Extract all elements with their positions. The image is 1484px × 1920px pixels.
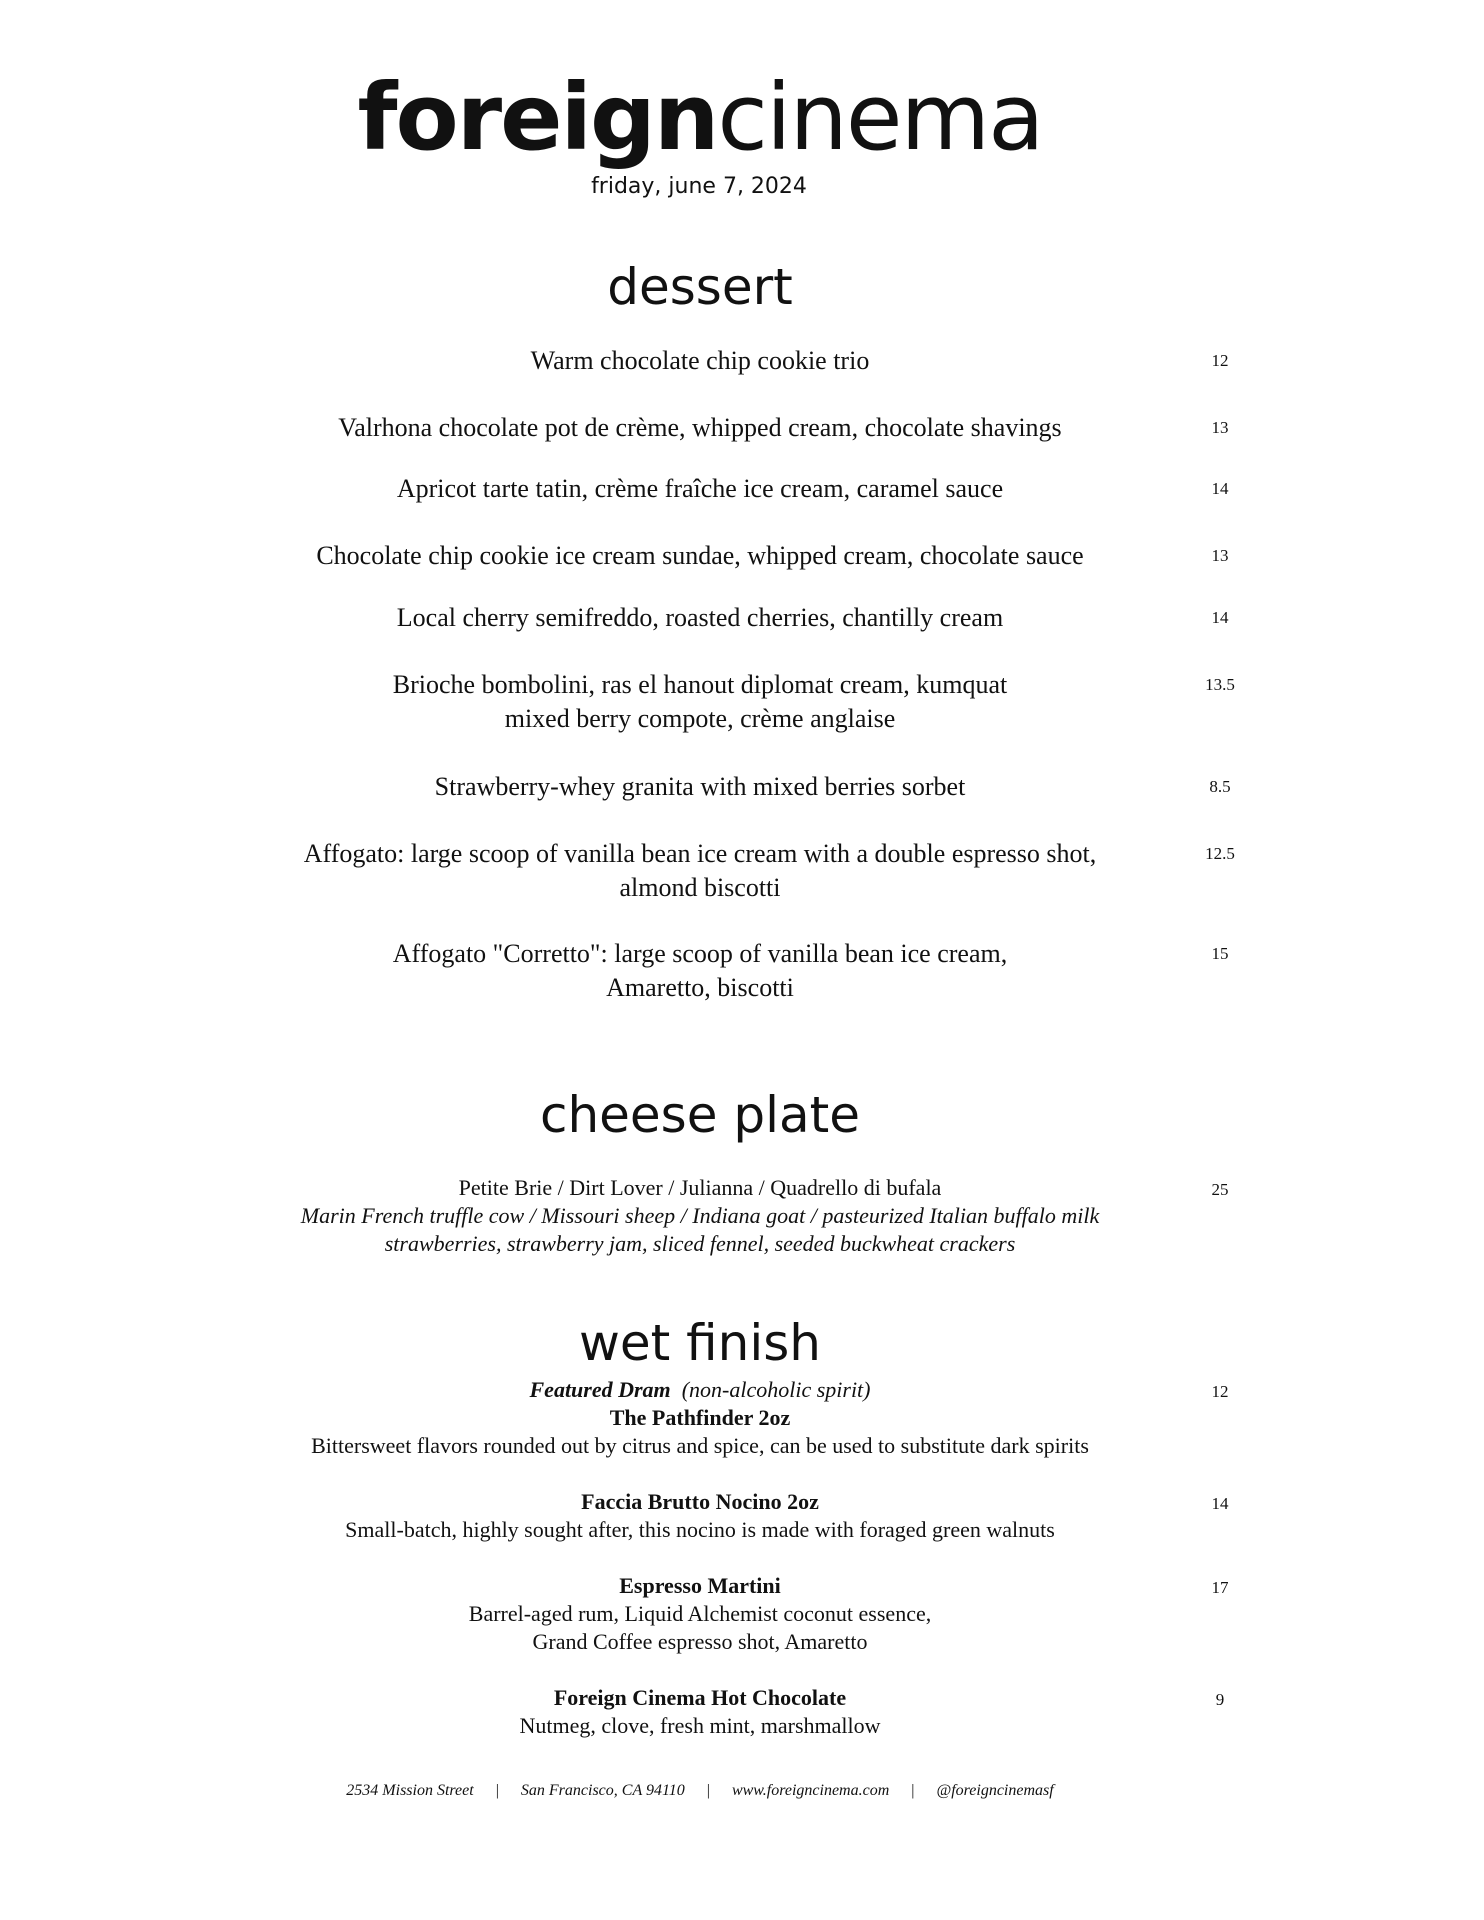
item-line: mixed berry compote, crème anglaise bbox=[504, 704, 896, 733]
drink-description: Bittersweet flavors rounded out by citrus and spice, can be used to substitute dark spirits bbox=[311, 1433, 1089, 1458]
item-line: Amaretto, biscotti bbox=[606, 973, 794, 1002]
dessert-item bbox=[220, 601, 1180, 635]
menu-date: friday, june 7, 2024 bbox=[591, 174, 807, 199]
logo-light-text: cinema bbox=[717, 64, 1043, 171]
item-price: 13.5 bbox=[1205, 675, 1235, 694]
section-title-wet-finish: wet finish bbox=[579, 1314, 821, 1372]
item-price: 25 bbox=[1211, 1180, 1229, 1199]
drink-description: Nutmeg, clove, fresh mint, marshmallow bbox=[519, 1713, 881, 1738]
item-line: Local cherry semifreddo, roasted cherries, chantilly cream bbox=[396, 603, 1004, 632]
footer-website-link[interactable]: www.foreigncinema.com bbox=[731, 1782, 890, 1799]
featured-note: (non-alcoholic spirit) bbox=[681, 1377, 871, 1402]
section-title-dessert: dessert bbox=[607, 258, 793, 316]
item-price: 14 bbox=[1211, 479, 1229, 498]
drink-item bbox=[220, 1684, 1180, 1740]
drink-item bbox=[220, 1376, 1180, 1460]
item-price: 9 bbox=[1215, 1690, 1225, 1709]
dessert-item bbox=[220, 539, 1180, 573]
cheese-plate-description bbox=[220, 1174, 1180, 1258]
drink-name: Foreign Cinema Hot Chocolate bbox=[553, 1685, 847, 1710]
drink-name: Espresso Martini bbox=[619, 1573, 781, 1598]
item-price: 14 bbox=[1211, 1494, 1229, 1513]
footer bbox=[0, 1782, 1400, 1800]
item-line: Affogato "Corretto": large scoop of vanilla bean ice cream, bbox=[392, 939, 1008, 968]
item-line: Chocolate chip cookie ice cream sundae, whipped cream, chocolate sauce bbox=[316, 541, 1084, 570]
item-line: Strawberry-whey granita with mixed berries sorbet bbox=[434, 772, 966, 801]
cheese-list: Petite Brie / Dirt Lover / Julianna / Quadrello di bufala bbox=[458, 1175, 942, 1200]
item-line: Apricot tarte tatin, crème fraîche ice cream, caramel sauce bbox=[396, 474, 1004, 503]
item-price: 13 bbox=[1211, 546, 1229, 565]
item-price: 15 bbox=[1211, 944, 1229, 963]
drink-name: The Pathfinder 2oz bbox=[609, 1405, 791, 1430]
footer-separator: | bbox=[706, 1782, 710, 1799]
drink-item bbox=[220, 1572, 1180, 1656]
featured-dram-heading bbox=[220, 1376, 1180, 1404]
item-line: Affogato: large scoop of vanilla bean ice cream with a double espresso shot, bbox=[303, 839, 1097, 868]
item-line: Warm chocolate chip cookie trio bbox=[530, 346, 870, 375]
footer-social-handle[interactable]: @foreigncinemasf bbox=[936, 1782, 1054, 1799]
drink-item bbox=[220, 1488, 1180, 1544]
dessert-item bbox=[220, 837, 1180, 905]
footer-separator: | bbox=[911, 1782, 915, 1799]
item-price: 14 bbox=[1211, 608, 1229, 627]
item-price: 12 bbox=[1211, 1382, 1229, 1401]
dessert-item bbox=[220, 344, 1180, 378]
item-price: 13 bbox=[1211, 418, 1229, 437]
item-line: Valrhona chocolate pot de crème, whipped cream, chocolate shavings bbox=[338, 413, 1062, 442]
item-price: 12 bbox=[1211, 351, 1229, 370]
drink-description: Barrel-aged rum, Liquid Alchemist coconut essence, bbox=[468, 1601, 932, 1626]
drink-description: Small-batch, highly sought after, this nocino is made with foraged green walnuts bbox=[345, 1517, 1055, 1542]
item-line: Brioche bombolini, ras el hanout diplomat cream, kumquat bbox=[392, 670, 1008, 699]
section-title-cheese-plate: cheese plate bbox=[539, 1086, 861, 1144]
item-price: 12.5 bbox=[1205, 844, 1235, 863]
footer-city: San Francisco, CA 94110 bbox=[520, 1782, 685, 1799]
dessert-item bbox=[220, 472, 1180, 506]
cheese-milk-types: Marin French truffle cow / Missouri sheep / Indiana goat / pasteurized Italian buffalo milk bbox=[300, 1203, 1100, 1228]
drink-description: Grand Coffee espresso shot, Amaretto bbox=[532, 1629, 868, 1654]
cheese-accompaniments: strawberries, strawberry jam, sliced fennel, seeded buckwheat crackers bbox=[384, 1231, 1016, 1256]
restaurant-logo bbox=[0, 64, 1400, 171]
logo-bold-text: foreign bbox=[357, 64, 718, 171]
featured-label: Featured Dram bbox=[529, 1377, 671, 1402]
footer-address: 2534 Mission Street bbox=[346, 1782, 474, 1799]
item-price: 17 bbox=[1211, 1578, 1229, 1597]
dessert-item bbox=[220, 770, 1180, 804]
item-price: 8.5 bbox=[1209, 777, 1231, 796]
drink-name: Faccia Brutto Nocino 2oz bbox=[581, 1489, 819, 1514]
dessert-item bbox=[220, 937, 1180, 1005]
footer-separator: | bbox=[495, 1782, 499, 1799]
item-line: almond biscotti bbox=[619, 873, 781, 902]
dessert-item bbox=[220, 668, 1180, 736]
dessert-item bbox=[220, 411, 1180, 445]
